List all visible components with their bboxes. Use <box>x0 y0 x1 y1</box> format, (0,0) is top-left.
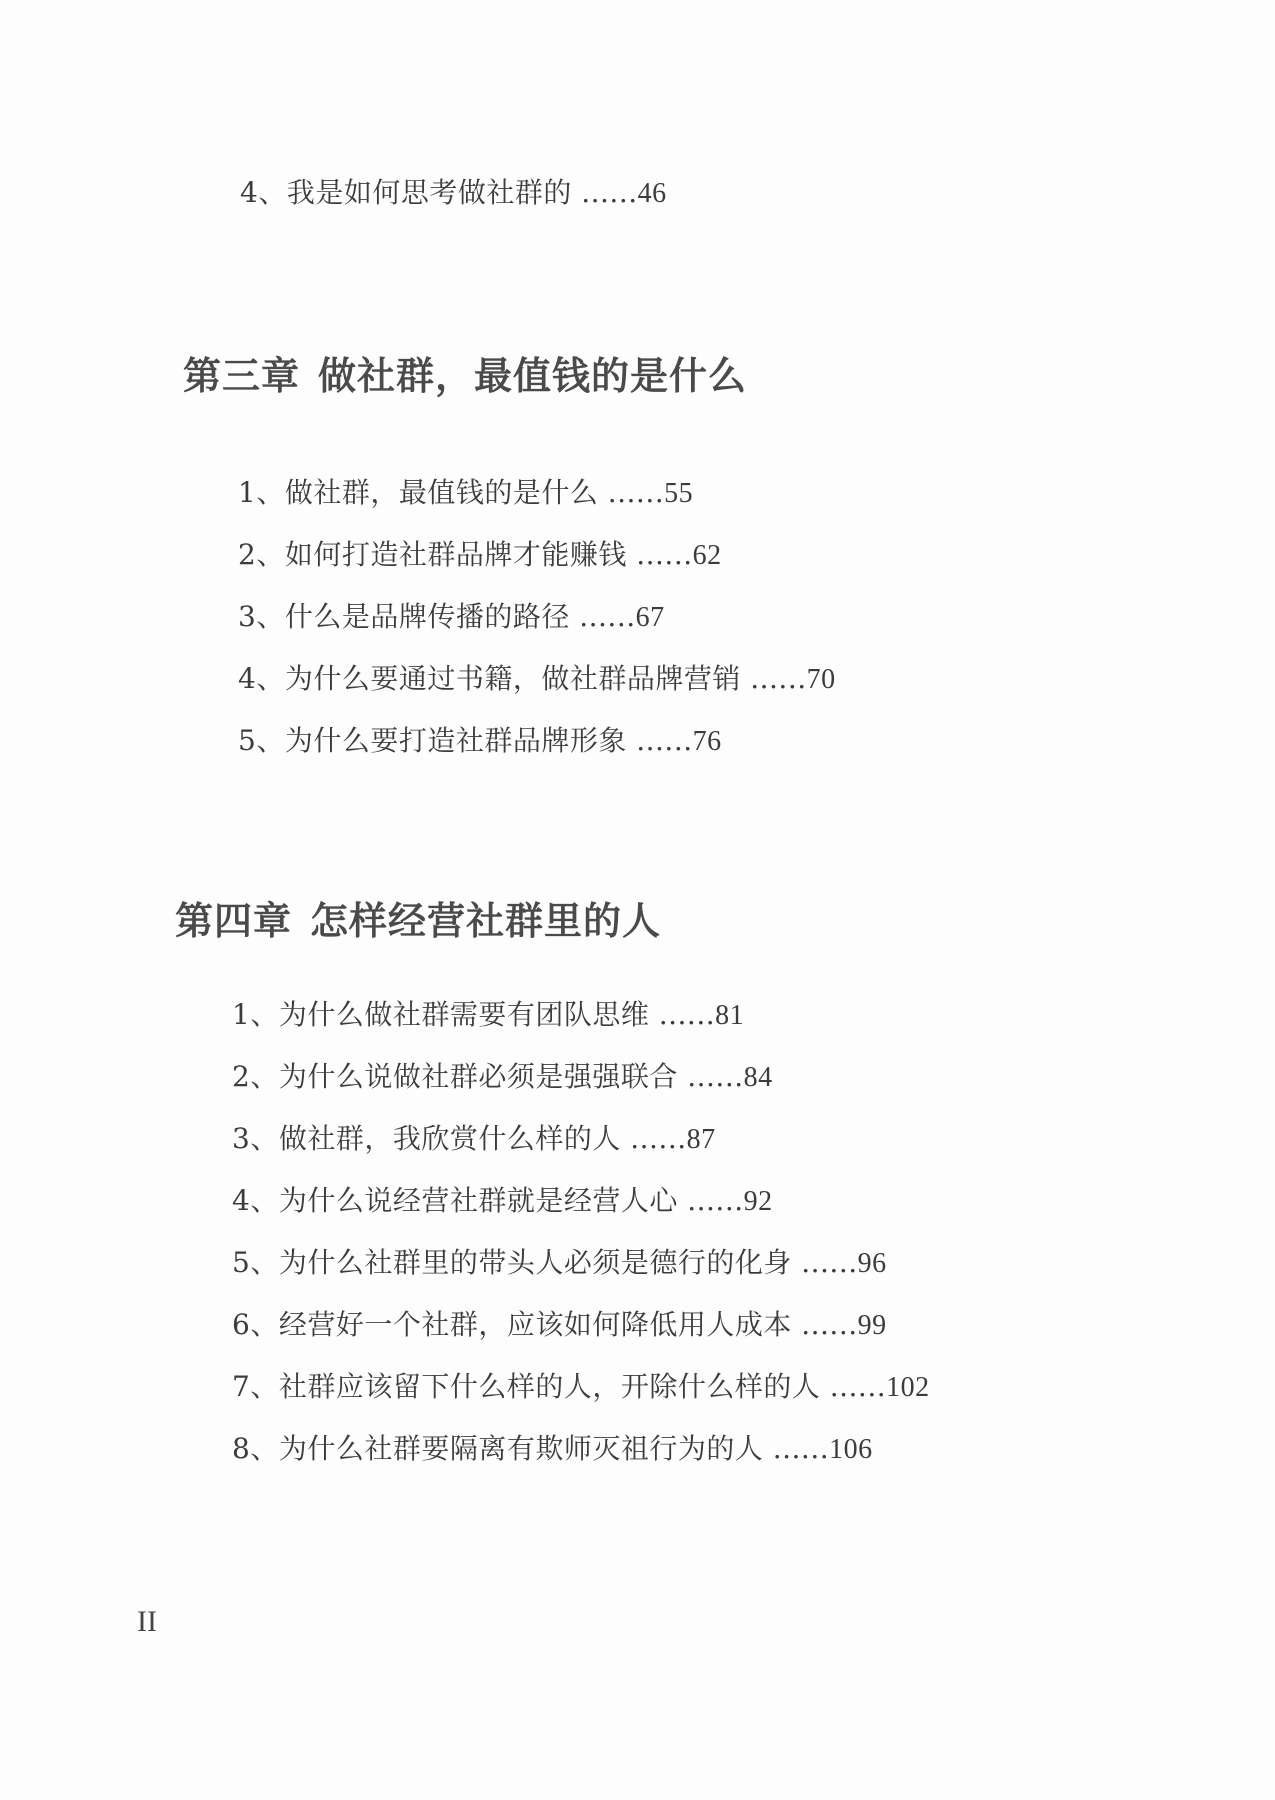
toc-entry-label: 5、为什么要打造社群品牌形象 ...... <box>238 724 693 757</box>
toc-entry-page: 81 <box>715 1000 745 1031</box>
toc-entry-label: 1、为什么做社群需要有团队思维 ...... <box>232 998 716 1031</box>
toc-entry-label: 3、做社群，我欣赏什么样的人 ...... <box>232 1122 687 1155</box>
chapter-heading[interactable] <box>183 352 747 400</box>
toc-entry-label: 3、什么是品牌传播的路径 ...... <box>238 600 636 633</box>
toc-entry-page: 70 <box>806 664 836 695</box>
toc-entry[interactable] <box>238 661 836 698</box>
toc-entry-page: 67 <box>635 602 665 633</box>
toc-entry-label: 8、为什么社群要隔离有欺师灭祖行为的人 ...... <box>232 1432 830 1465</box>
toc-entry[interactable] <box>238 475 693 512</box>
toc-entry-page: 84 <box>743 1062 773 1093</box>
chapter-heading[interactable] <box>175 897 661 945</box>
toc-entry[interactable] <box>240 175 667 212</box>
toc-entry[interactable] <box>232 1059 773 1096</box>
toc-entry-page: 96 <box>857 1248 887 1279</box>
toc-entry[interactable] <box>238 537 722 574</box>
toc-entry-label: 2、为什么说做社群必须是强强联合 ...... <box>232 1060 744 1093</box>
chapter-number: 第四章 <box>175 899 293 943</box>
toc-entry-page: 87 <box>686 1124 716 1155</box>
chapter-number: 第三章 <box>183 354 301 398</box>
page-folio: II <box>137 1605 157 1638</box>
toc-entry-page: 102 <box>886 1372 930 1403</box>
toc-entry[interactable] <box>232 1369 930 1406</box>
toc-entry-page: 106 <box>829 1434 873 1465</box>
toc-entry-label: 7、社群应该留下什么样的人，开除什么样的人 ...... <box>232 1370 887 1403</box>
toc-entry[interactable] <box>232 1183 773 1220</box>
toc-entry[interactable] <box>238 723 722 760</box>
toc-entry-page: 55 <box>664 478 694 509</box>
toc-entry[interactable] <box>238 599 665 636</box>
toc-entry-label: 2、如何打造社群品牌才能赚钱 ...... <box>238 538 693 571</box>
toc-entry-page: 76 <box>692 726 722 757</box>
toc-entry-label: 6、经营好一个社群，应该如何降低用人成本 ...... <box>232 1308 858 1341</box>
toc-entry-page: 62 <box>692 540 722 571</box>
toc-entry-page: 46 <box>637 178 667 209</box>
chapter-title-text: 做社群，最值钱的是什么 <box>318 354 748 398</box>
chapter-title-text: 怎样经营社群里的人 <box>310 899 662 943</box>
toc-entry[interactable] <box>232 1121 716 1158</box>
toc-entry[interactable] <box>232 1431 873 1468</box>
toc-entry-label: 4、为什么要通过书籍，做社群品牌营销 ...... <box>238 662 807 695</box>
toc-entry-page: 92 <box>743 1186 773 1217</box>
toc-entry[interactable] <box>232 1307 887 1344</box>
toc-entry-page: 99 <box>857 1310 887 1341</box>
toc-entry-label: 5、为什么社群里的带头人必须是德行的化身 ...... <box>232 1246 858 1279</box>
toc-entry-label: 4、我是如何思考做社群的 ...... <box>240 176 638 209</box>
toc-entry-label: 4、为什么说经营社群就是经营人心 ...... <box>232 1184 744 1217</box>
toc-entry-label: 1、做社群，最值钱的是什么 ...... <box>238 476 665 509</box>
toc-entry[interactable] <box>232 997 744 1034</box>
toc-entry[interactable] <box>232 1245 887 1282</box>
